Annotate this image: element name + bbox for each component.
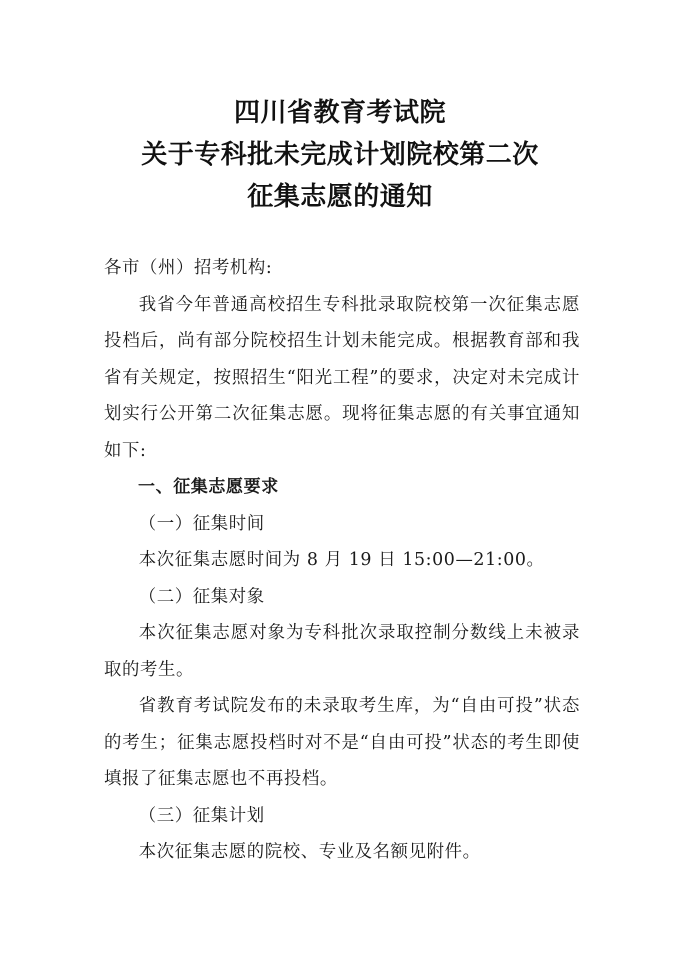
subsection-heading-3: （三）征集计划 bbox=[138, 805, 265, 826]
title-line-3: 征集志愿的通知 bbox=[247, 182, 433, 212]
salutation: 各市（州）招考机构: bbox=[104, 258, 273, 278]
subsection-heading-2: （二）征集对象 bbox=[138, 586, 265, 607]
section-heading-1: 一、征集志愿要求 bbox=[138, 477, 279, 497]
subsection-text-2a: 本次征集志愿对象为专科批次录取控制分数线上未被录取的考生。 bbox=[104, 623, 580, 680]
title-line-2: 关于专科批未完成计划院校第二次 bbox=[141, 140, 539, 170]
subsection-text-3: 本次征集志愿的院校、专业及名额见附件。 bbox=[138, 842, 481, 862]
subsection-heading-1: （一）征集时间 bbox=[138, 513, 265, 534]
title-line-1: 四川省教育考试院 bbox=[233, 98, 446, 128]
subsection-text-2b: 省教育考试院发布的未录取考生库，为“自由可投”状态的考生；征集志愿投档时对不是“自由可投”状态的考生即使填报了征集志愿也不再投档。 bbox=[104, 696, 580, 789]
document-body bbox=[104, 250, 580, 871]
subsection-text-1: 本次征集志愿时间为 8 月 19 日 15:00—21:00。 bbox=[138, 550, 545, 570]
document-title bbox=[0, 92, 680, 218]
intro-paragraph: 我省今年普通高校招生专科批录取院校第一次征集志愿投档后，尚有部分院校招生计划未能完成。根据教育部和我省有关规定，按照招生“阳光工程”的要求，决定对未完成计划实行公开第二次征集志愿。现将征集志愿的有关事宜通知如下: bbox=[104, 294, 580, 461]
